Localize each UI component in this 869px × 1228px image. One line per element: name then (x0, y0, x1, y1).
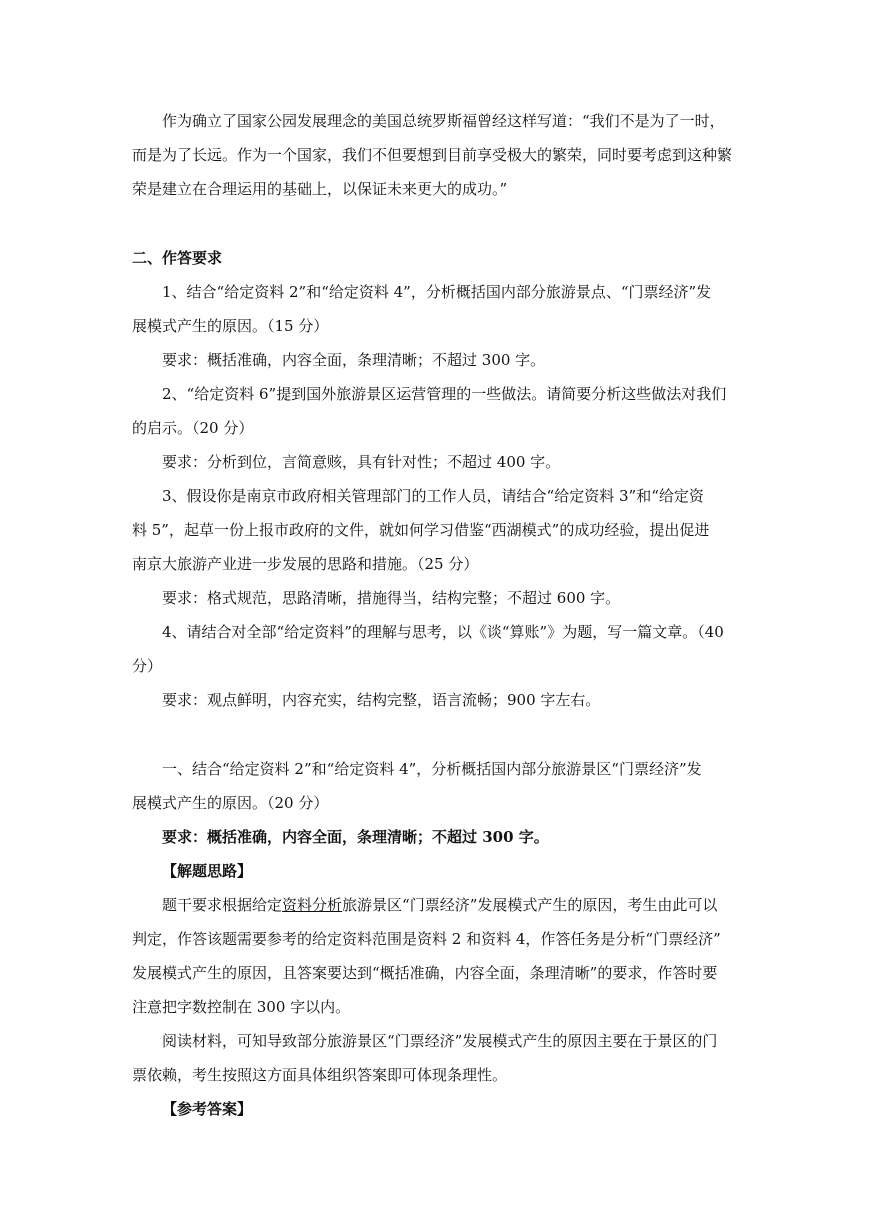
question-3-line-2: 料 5”，起草一份上报市政府的文件，就如何学习借鉴“西湖模式”的成功经验，提出促进 (132, 521, 710, 539)
thinking-paragraph-1-line-2: 判定，作答该题需要参考的给定资料范围是资料 2 和资料 4，作答任务是分析“门票经济” (132, 930, 721, 948)
thinking-paragraph-1-line-3: 发展模式产生的原因，且答案要达到“概括准确，内容全面，条理清晰”的要求，作答时要 (132, 964, 718, 982)
question-1-line-1: 1、结合“给定资料 2”和“给定资料 4”，分析概括国内部分旅游景点、“门票经济”发 (162, 283, 712, 301)
answer-question-line-1: 一、结合“给定资料 2”和“给定资料 4”，分析概括国内部分旅游景区“门票经济”发 (162, 760, 702, 778)
answer-question-line-2: 展模式产生的原因。（20 分） (132, 794, 329, 812)
thinking-paragraph-1-line-1 (162, 898, 717, 913)
thinking-text-part-2: 旅游景区“门票经济”发展模式产生的原因，考生由此可以 (342, 896, 718, 914)
section-heading: 二、作答要求 (132, 249, 223, 267)
thinking-text-part-1: 题干要求根据给定 (162, 896, 283, 914)
question-4-line-2: 分） (132, 657, 163, 675)
question-4-line-1: 4、请结合对全部“给定资料”的理解与思考，以《谈“算账”》为题，写一篇文章。（40 (162, 623, 724, 641)
question-4-requirement: 要求：观点鲜明，内容充实，结构完整，语言流畅；900 字左右。 (162, 691, 601, 709)
thinking-paragraph-1-line-4: 注意把字数控制在 300 字以内。 (132, 998, 351, 1016)
reference-answer-heading: 【参考答案】 (162, 1100, 253, 1118)
thinking-paragraph-2-line-1: 阅读材料，可知导致部分旅游景区“门票经济”发展模式产生的原因主要在于景区的门 (162, 1032, 718, 1050)
intro-line-3: 荣是建立在合理运用的基础上，以保证未来更大的成功。” (132, 180, 508, 198)
intro-line-1: 作为确立了国家公园发展理念的美国总统罗斯福曾经这样写道：“我们不是为了一时， (162, 112, 725, 130)
question-3-line-1: 3、假设你是南京市政府相关管理部门的工作人员，请结合“给定资料 3”和“给定资 (162, 487, 704, 505)
question-3-line-3: 南京大旅游产业进一步发展的思路和措施。（25 分） (132, 555, 479, 573)
question-3-requirement: 要求：格式规范，思路清晰，措施得当，结构完整；不超过 600 字。 (162, 589, 621, 607)
question-1-requirement: 要求：概括准确，内容全面，条理清晰；不超过 300 字。 (162, 351, 546, 369)
material-analysis-link[interactable]: 资料分析 (282, 896, 343, 914)
question-2-line-1: 2、“给定资料 6”提到国外旅游景区运营管理的一些做法。请简要分析这些做法对我们 (162, 385, 727, 403)
intro-line-2: 而是为了长远。作为一个国家，我们不但要想到目前享受极大的繁荣，同时要考虑到这种繁 (132, 146, 733, 164)
question-1-line-2: 展模式产生的原因。（15 分） (132, 317, 329, 335)
thinking-heading: 【解题思路】 (162, 862, 253, 880)
question-2-line-2: 的启示。（20 分） (132, 419, 254, 437)
thinking-paragraph-2-line-2: 票依赖，考生按照这方面具体组织答案即可体现条理性。 (132, 1066, 508, 1084)
answer-requirement: 要求：概括准确，内容全面，条理清晰；不超过 300 字。 (162, 828, 549, 846)
question-2-requirement: 要求：分析到位，言简意赅，具有针对性；不超过 400 字。 (162, 453, 561, 471)
